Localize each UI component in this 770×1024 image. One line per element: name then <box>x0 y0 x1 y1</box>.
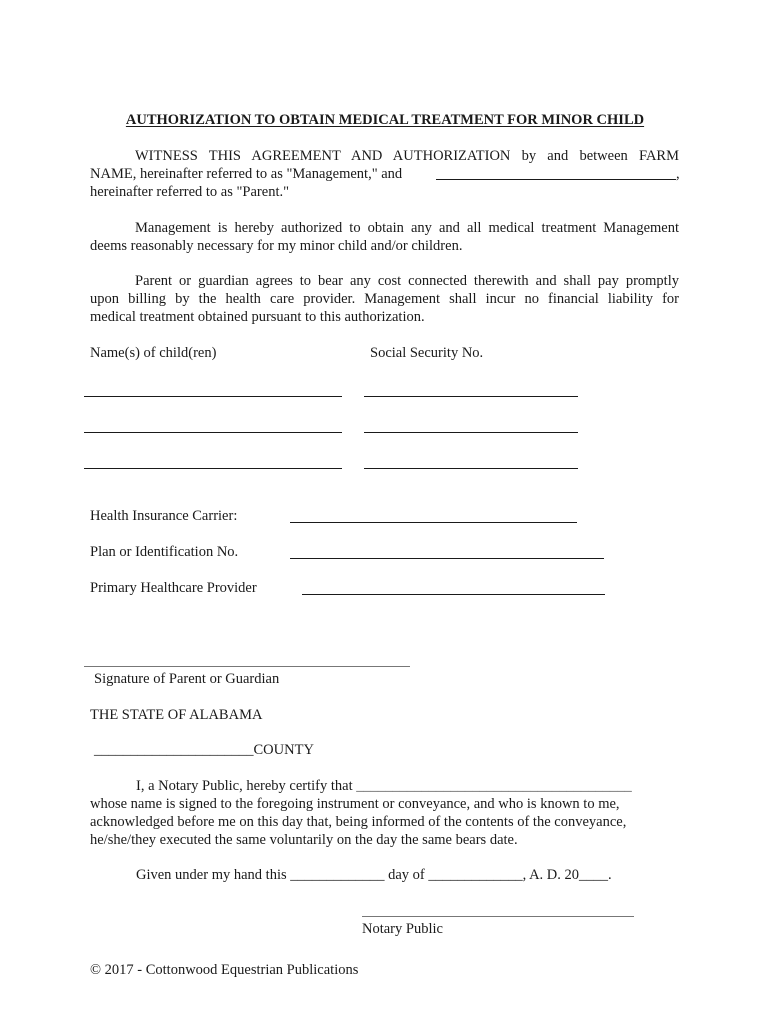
state-heading: THE STATE OF ALABAMA <box>90 707 263 723</box>
notary-line-2: whose name is signed to the foregoing instrument or conveyance, and who is known to me, <box>90 796 620 812</box>
parent-name-blank[interactable] <box>436 167 676 180</box>
given-month-blank[interactable]: _____________ <box>428 867 523 883</box>
management-paragraph <box>90 219 679 255</box>
given-day-blank[interactable]: _____________ <box>290 867 385 883</box>
given-line <box>136 866 612 884</box>
county-line <box>94 741 314 759</box>
copyright-footer: © 2017 - Cottonwood Equestrian Publications <box>90 962 359 978</box>
given-end: . <box>608 867 612 883</box>
notary-paragraph <box>90 777 650 849</box>
county-blank[interactable]: ______________________ <box>94 742 254 758</box>
parent-line-3: medical treatment obtained pursuant to this authorization. <box>90 309 425 325</box>
notary-line-4: he/she/they executed the same voluntarily on the day the same bears date. <box>90 832 518 848</box>
children-label: Name(s) of child(ren) <box>90 345 217 361</box>
signature-label: Signature of Parent or Guardian <box>94 671 280 687</box>
document-title: AUTHORIZATION TO OBTAIN MEDICAL TREATMENT FOR MINOR CHILD <box>125 112 645 128</box>
insurance-carrier-field[interactable] <box>290 522 577 523</box>
given-year-blank[interactable]: ____ <box>579 867 609 883</box>
given-year-prefix: , A. D. 20 <box>522 867 580 883</box>
county-label: COUNTY <box>253 742 314 758</box>
parent-paragraph <box>90 272 679 326</box>
given-prefix: Given under my hand this <box>136 867 287 883</box>
parent-line-2: upon billing by the health care provider. Management shall incur no financial liability for <box>90 291 679 307</box>
provider-field[interactable] <box>302 594 605 595</box>
certified-person-blank[interactable]: ______________________________________ <box>356 778 632 794</box>
witness-line-2-text: NAME, hereinafter referred to as "Management," and <box>90 166 403 182</box>
management-line-1: Management is hereby authorized to obtain any and all medical treatment Management <box>135 220 679 236</box>
child-name-field-1[interactable] <box>84 396 342 397</box>
witness-paragraph <box>90 147 679 201</box>
witness-comma: , <box>676 166 680 182</box>
ssn-field-2[interactable] <box>364 432 578 433</box>
notary-line-3: acknowledged before me on this day that, being informed of the contents of the conveyance, <box>90 814 627 830</box>
provider-label: Primary Healthcare Provider <box>90 580 257 596</box>
given-day-of: day of <box>388 867 425 883</box>
notary-line-1 <box>90 777 650 795</box>
management-line-2: deems reasonably necessary for my minor child and/or children. <box>90 238 463 254</box>
child-name-field-2[interactable] <box>84 432 342 433</box>
notary-certify-text: I, a Notary Public, hereby certify that <box>136 778 353 794</box>
witness-line-3: hereinafter referred to as "Parent." <box>90 184 290 200</box>
ssn-field-3[interactable] <box>364 468 578 469</box>
insurance-carrier-label: Health Insurance Carrier: <box>90 508 238 524</box>
witness-line-1: WITNESS THIS AGREEMENT AND AUTHORIZATION by and between FARM <box>135 148 679 164</box>
parent-line-1: Parent or guardian agrees to bear any cost connected therewith and shall pay promptly <box>135 273 679 289</box>
notary-public-label: Notary Public <box>362 921 443 937</box>
child-name-field-3[interactable] <box>84 468 342 469</box>
plan-id-field[interactable] <box>290 558 604 559</box>
ssn-label: Social Security No. <box>370 345 484 361</box>
witness-line-2 <box>90 165 679 183</box>
ssn-field-1[interactable] <box>364 396 578 397</box>
signature-line[interactable] <box>84 666 410 667</box>
notary-signature-line[interactable] <box>362 916 634 917</box>
plan-id-label: Plan or Identification No. <box>90 544 239 560</box>
